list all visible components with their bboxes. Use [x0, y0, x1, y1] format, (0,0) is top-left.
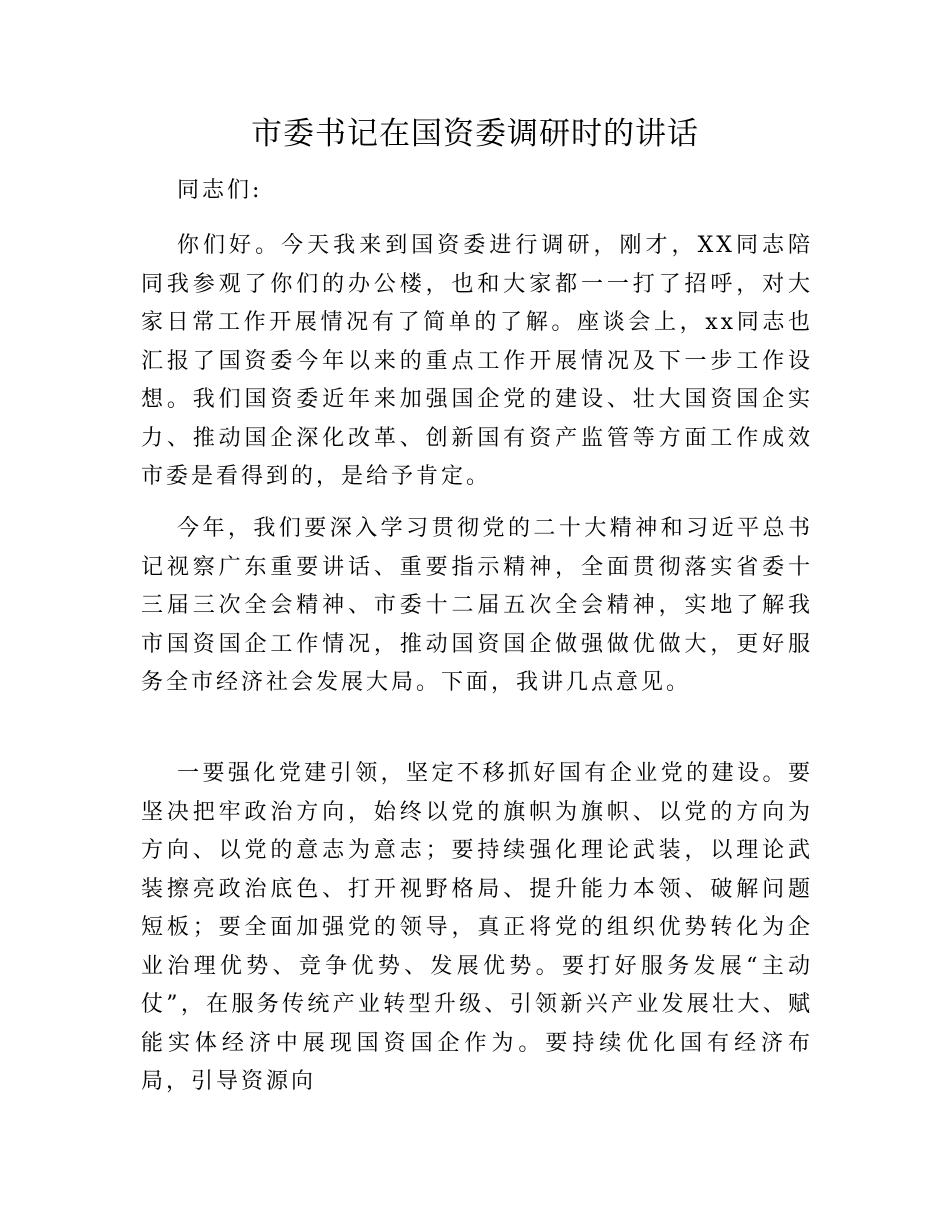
paragraph-1: 你们好。今天我来到国资委进行调研，刚才，XX同志陪同我参观了你们的办公楼，也和大家都一一打了招呼，对大家日常工作开展情况有了简单的了解。座谈会上，xx同志也汇报了国资委今年以来的重点工作开展情况及下一步工作设想。我们国资委近年来加强国企党的建设、壮大国资国企实力、推动国企深化改革、创新国有资产监管等方面工作成效市委是看得到的，是给予肯定。: [141, 233, 813, 489]
paragraph-2: 今年，我们要深入学习贯彻党的二十大精神和习近平总书记视察广东重要讲话、重要指示精神，全面贯彻落实省委十三届三次全会精神、市委十二届五次全会精神，实地了解我市国资国企工作情况，推动国资国企做强做优做大，更好服务全市经济社会发展大局。下面，我讲几点意见。: [141, 516, 813, 695]
salutation: 同志们:: [177, 178, 263, 203]
paragraph-3: 一要强化党建引领，坚定不移抓好国有企业党的建设。要坚决把牢政治方向，始终以党的旗帜为旗帜、以党的方向为方向、以党的意志为意志；要持续强化理论武装，以理论武装擦亮政治底色、打开视野格局、提升能力本领、破解问题短板；要全面加强党的领导，真正将党的组织优势转化为企业治理优势、竞争优势、发展优势。要打好服务发展“主动仗”，在服务传统产业转型升级、引领新兴产业发展壮大、赋能实体经济中展现国资国企作为。要持续优化国有经济布局，引导资源向: [141, 761, 813, 1094]
document-title: 市委书记在国资委调研时的讲话: [251, 116, 699, 152]
